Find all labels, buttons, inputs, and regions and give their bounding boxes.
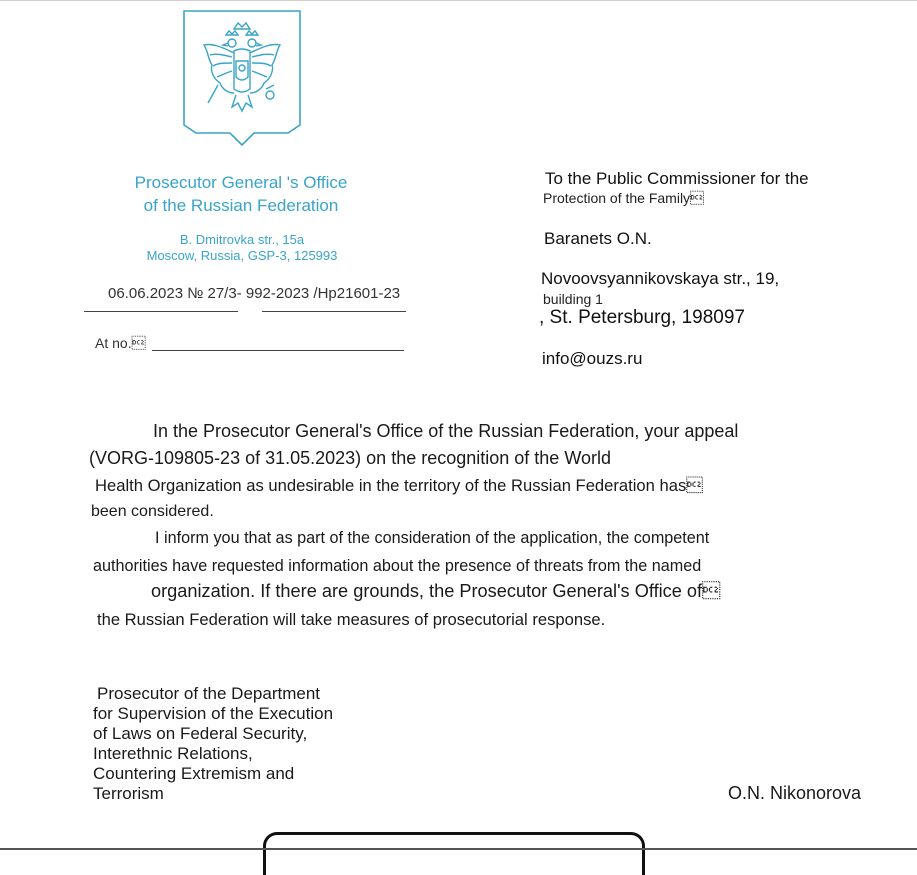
- body-p2-line2: authorities have requested information about the presence of threats from the named: [93, 557, 702, 575]
- body-p2-line4: the Russian Federation will take measures of prosecutorial response.: [97, 610, 606, 629]
- recipient-building: building 1: [543, 291, 603, 307]
- body-p1-line3: Health Organization as undesirable in the territory of the Russian Federation has: [95, 476, 703, 495]
- signature-title-line6: Terrorism: [93, 784, 164, 803]
- recipient-city: , St. Petersburg, 198097: [539, 307, 745, 328]
- sender-address-line2: Moscow, Russia, GSP-3, 125993: [146, 248, 338, 263]
- coat-of-arms-icon: [182, 9, 302, 151]
- signature-title-line3: of Laws on Federal Security,: [93, 724, 308, 743]
- body-p2-line1: I inform you that as part of the consideration of the application, the competent: [155, 529, 710, 547]
- signature-title-line1: Prosecutor of the Department: [97, 684, 321, 703]
- document-reference: 06.06.2023 № 27/3- 992-2023 /Нр21601-23: [108, 285, 401, 302]
- recipient-line2: Protection of the Family: [543, 190, 705, 206]
- recipient-line1: To the Public Commissioner for the: [545, 169, 809, 188]
- recipient-street: Novoovsyannikovskaya str., 19,: [541, 269, 780, 288]
- body-p1-line2: (VORG-109805-23 of 31.05.2023) on the recognition of the World: [89, 448, 611, 468]
- body-p2-line3: organization. If there are grounds, the Prosecutor General's Office of: [151, 581, 721, 601]
- body-p1-line4: been considered.: [91, 503, 214, 520]
- body-p1-line1: In the Prosecutor General's Office of the Russian Federation, your appeal: [153, 421, 739, 441]
- signatory-name: O.N. Nikonorova: [728, 783, 862, 803]
- at-no-label: At no.: [95, 335, 146, 351]
- bottom-border: [0, 848, 917, 850]
- at-no-underline: [152, 350, 404, 351]
- recipient-email: info@ouzs.ru: [542, 349, 643, 368]
- sender-org-line2: of the Russian Federation: [143, 196, 339, 215]
- top-border: [0, 0, 917, 1]
- signature-title-line2: for Supervision of the Execution: [93, 704, 334, 723]
- reference-date-underline: [84, 311, 238, 312]
- stamp-box-top: [263, 832, 645, 875]
- signature-title-line5: Countering Extremism and: [93, 764, 295, 783]
- recipient-name: Baranets O.N.: [544, 229, 652, 248]
- reference-number-underline: [262, 311, 406, 312]
- sender-org-line1: Prosecutor General 's Office: [134, 173, 348, 192]
- sender-address-line1: B. Dmitrovka str., 15a: [179, 232, 305, 247]
- signature-title-line4: Interethnic Relations,: [93, 744, 253, 763]
